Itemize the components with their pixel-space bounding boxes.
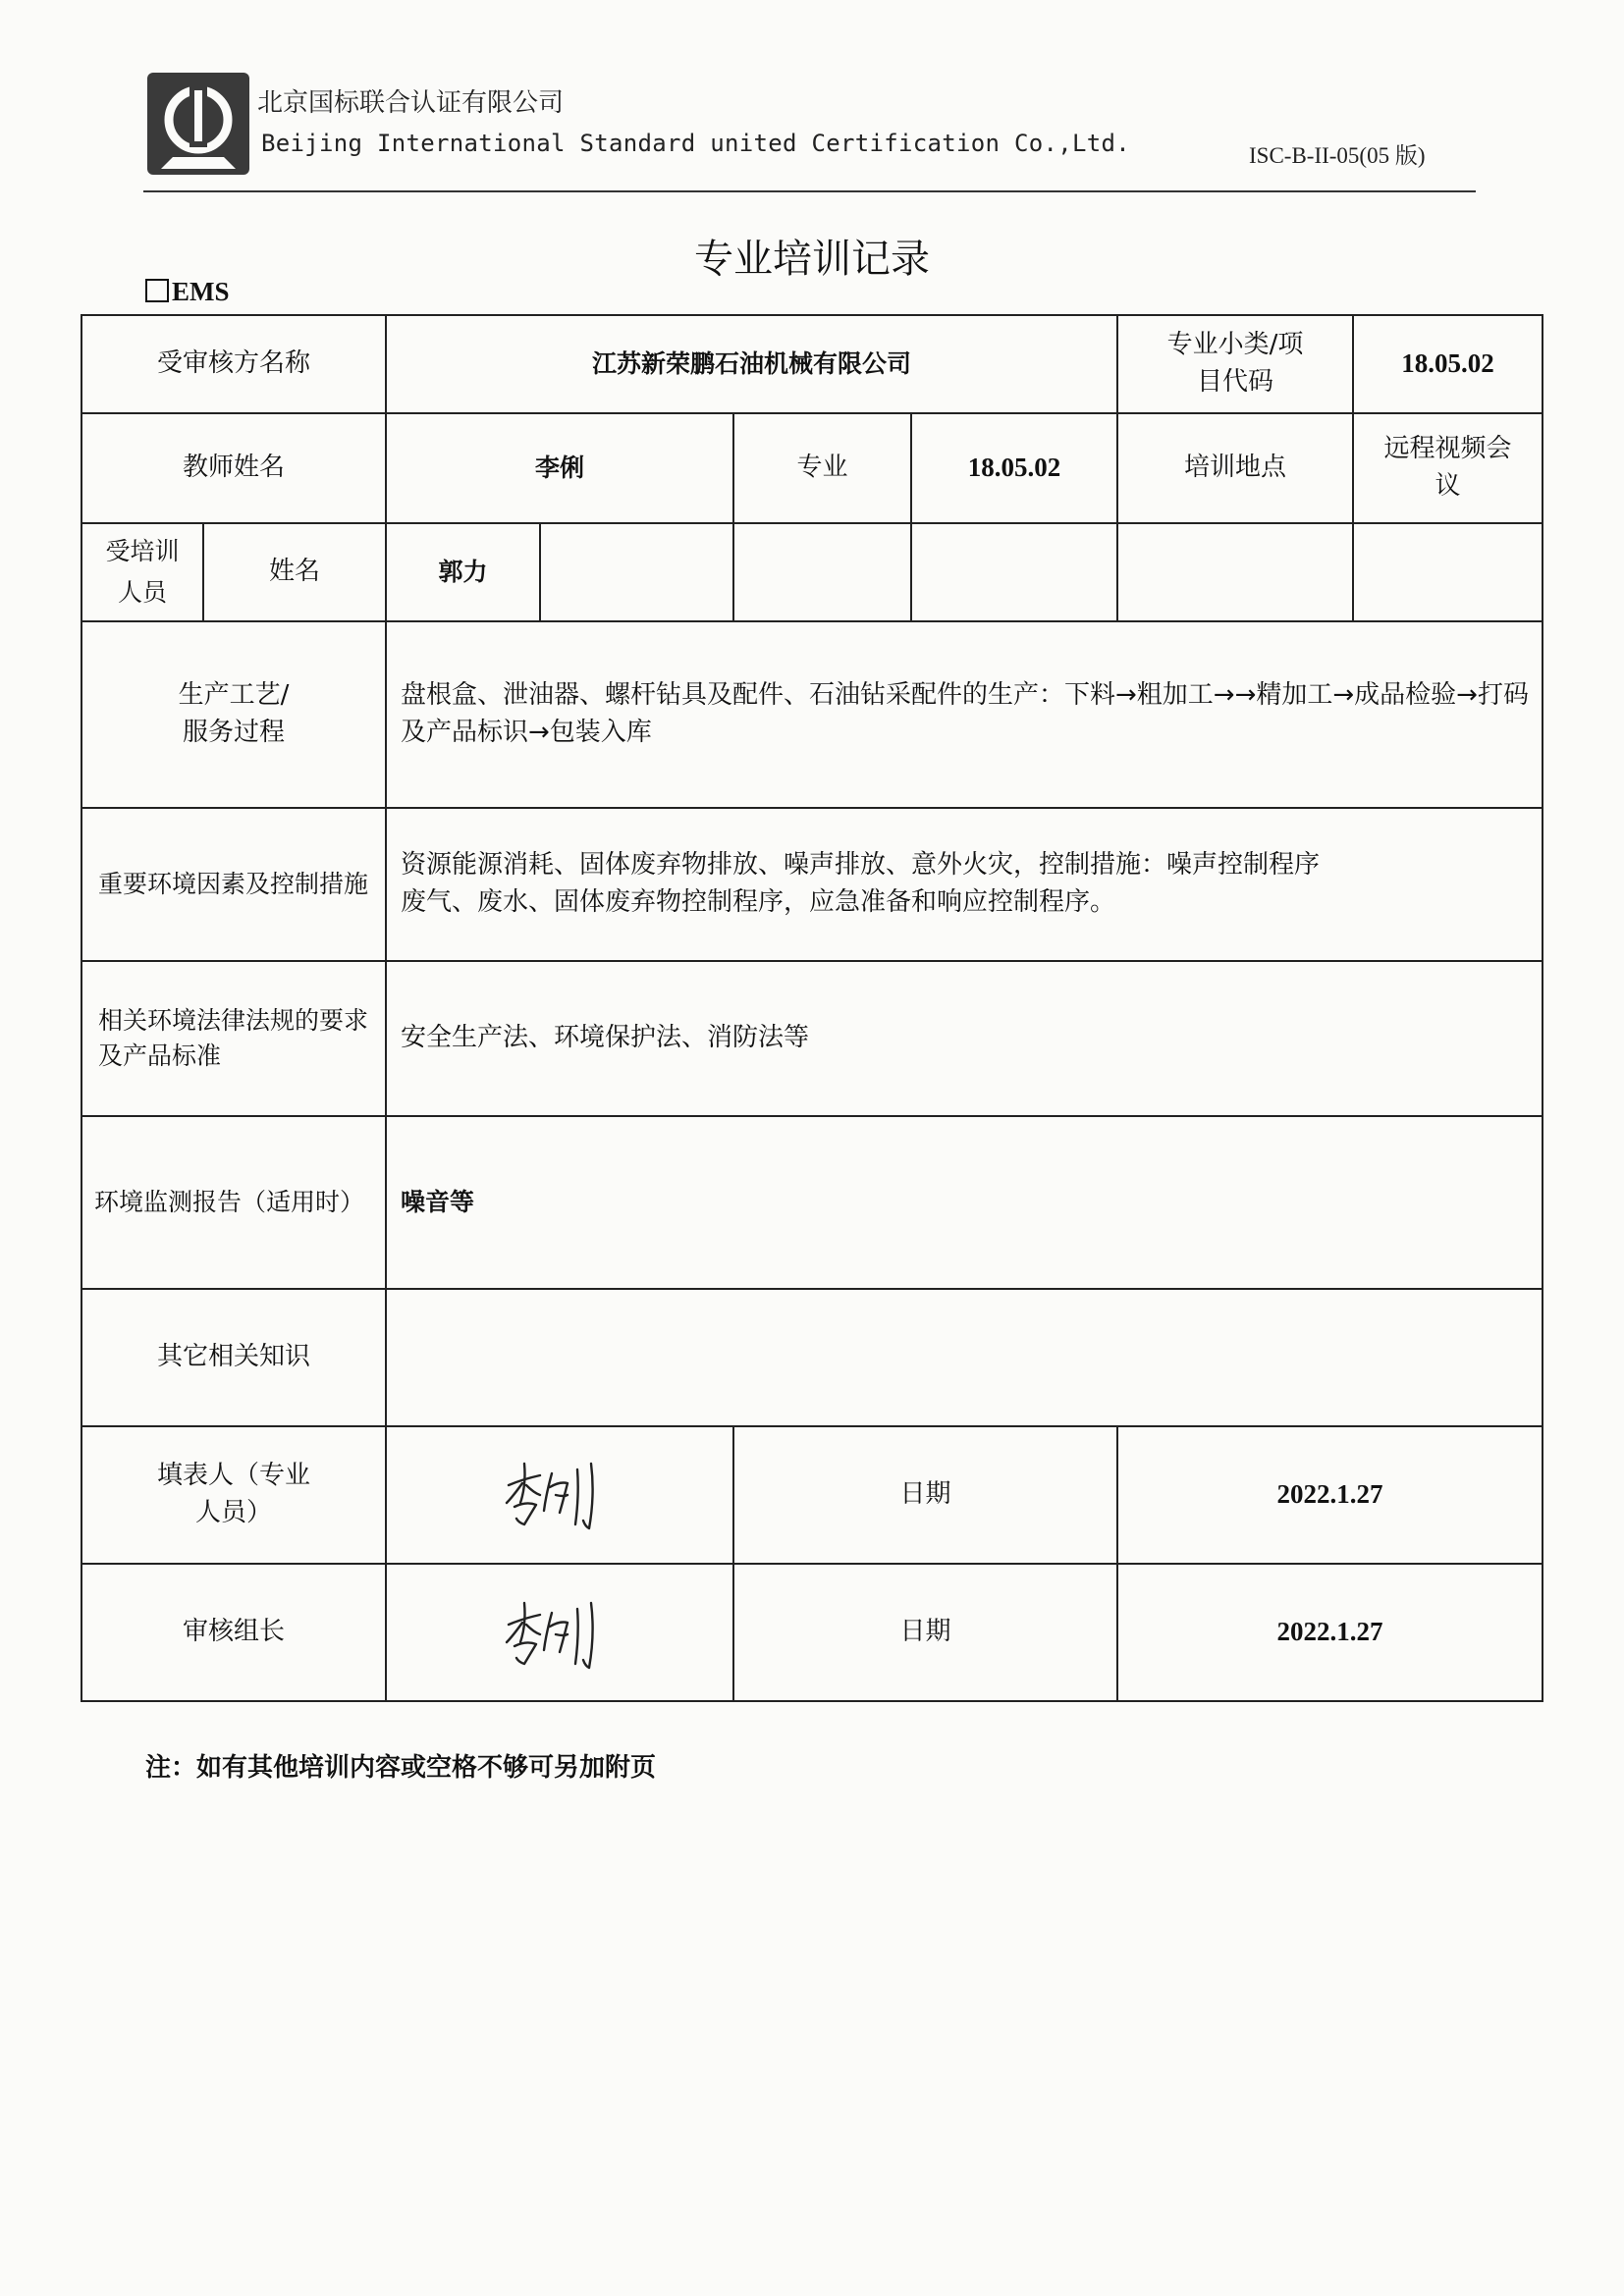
leader-label: 审核组长	[81, 1564, 386, 1701]
other-value	[386, 1289, 1543, 1426]
table-row	[81, 1426, 1543, 1564]
handwritten-signature	[501, 1456, 619, 1534]
env-factors-label: 重要环境因素及控制措施	[81, 808, 386, 961]
trainee-name-2	[540, 523, 733, 621]
major-label: 专业	[733, 413, 911, 523]
laws-label: 相关环境法律法规的要求及产品标准	[81, 961, 386, 1116]
training-record-table	[81, 314, 1543, 1702]
handwritten-signature	[501, 1593, 619, 1672]
location-value: 远程视频会议	[1353, 413, 1543, 523]
filler-label: 填表人（专业人员）	[81, 1426, 386, 1564]
process-value: 盘根盒、泄油器、螺杆钻具及配件、石油钻采配件的生产：下料→粗加工→→精加工→成品检验→打码及产品标识→包装入库	[386, 621, 1543, 808]
table-row	[81, 961, 1543, 1116]
auditee-value: 江苏新荣鹏石油机械有限公司	[386, 315, 1117, 413]
table-row	[81, 413, 1543, 523]
ems-label: EMS	[172, 277, 230, 306]
trainee-name-4	[911, 523, 1117, 621]
leader-date-label: 日期	[733, 1564, 1117, 1701]
other-label: 其它相关知识	[81, 1289, 386, 1426]
document-title: 专业培训记录	[694, 237, 930, 282]
table-row	[81, 523, 1543, 621]
auditee-label: 受审核方名称	[81, 315, 386, 413]
teacher-value: 李俐	[386, 413, 733, 523]
checkbox-square-icon[interactable]	[145, 279, 169, 302]
monitoring-label: 环境监测报告（适用时）	[81, 1116, 386, 1289]
company-name-en: Beijing International Standard united Certification Co.,Ltd.	[261, 130, 1130, 157]
table-row	[81, 315, 1543, 413]
table-row	[81, 1564, 1543, 1701]
table-row	[81, 621, 1543, 808]
monitoring-value: 噪音等	[386, 1116, 1543, 1289]
teacher-label: 教师姓名	[81, 413, 386, 523]
trainee-name-3	[733, 523, 911, 621]
isc-logo-icon	[145, 71, 251, 177]
table-row	[81, 1289, 1543, 1426]
major-value: 18.05.02	[911, 413, 1117, 523]
category-value: 18.05.02	[1353, 315, 1543, 413]
process-label: 生产工艺/服务过程	[81, 621, 386, 808]
leader-signature	[386, 1564, 733, 1701]
trainee-name-1: 郭力	[386, 523, 540, 621]
trainee-name-5	[1117, 523, 1353, 621]
company-name-cn: 北京国标联合认证有限公司	[257, 88, 565, 118]
table-row	[81, 808, 1543, 961]
footnote: 注：如有其他培训内容或空格不够可另加附页	[145, 1753, 657, 1783]
filler-signature	[386, 1426, 733, 1564]
filler-date: 2022.1.27	[1117, 1426, 1543, 1564]
header-divider	[143, 190, 1476, 192]
location-label: 培训地点	[1117, 413, 1353, 523]
ems-checkbox[interactable]	[145, 277, 230, 307]
table-row	[81, 1116, 1543, 1289]
filler-date-label: 日期	[733, 1426, 1117, 1564]
name-label: 姓名	[203, 523, 386, 621]
env-factors-value: 资源能源消耗、固体废弃物排放、噪声排放、意外火灾，控制措施：噪声控制程序 废气、废水、固体废弃物控制程序，应急准备和响应控制程序。	[386, 808, 1543, 961]
laws-value: 安全生产法、环境保护法、消防法等	[386, 961, 1543, 1116]
trainee-name-6	[1353, 523, 1543, 621]
category-label: 专业小类/项目代码	[1117, 315, 1353, 413]
form-code: ISC-B-II-05(05 版)	[1249, 143, 1426, 168]
leader-date: 2022.1.27	[1117, 1564, 1543, 1701]
trainee-label: 受培训人员	[81, 523, 203, 621]
